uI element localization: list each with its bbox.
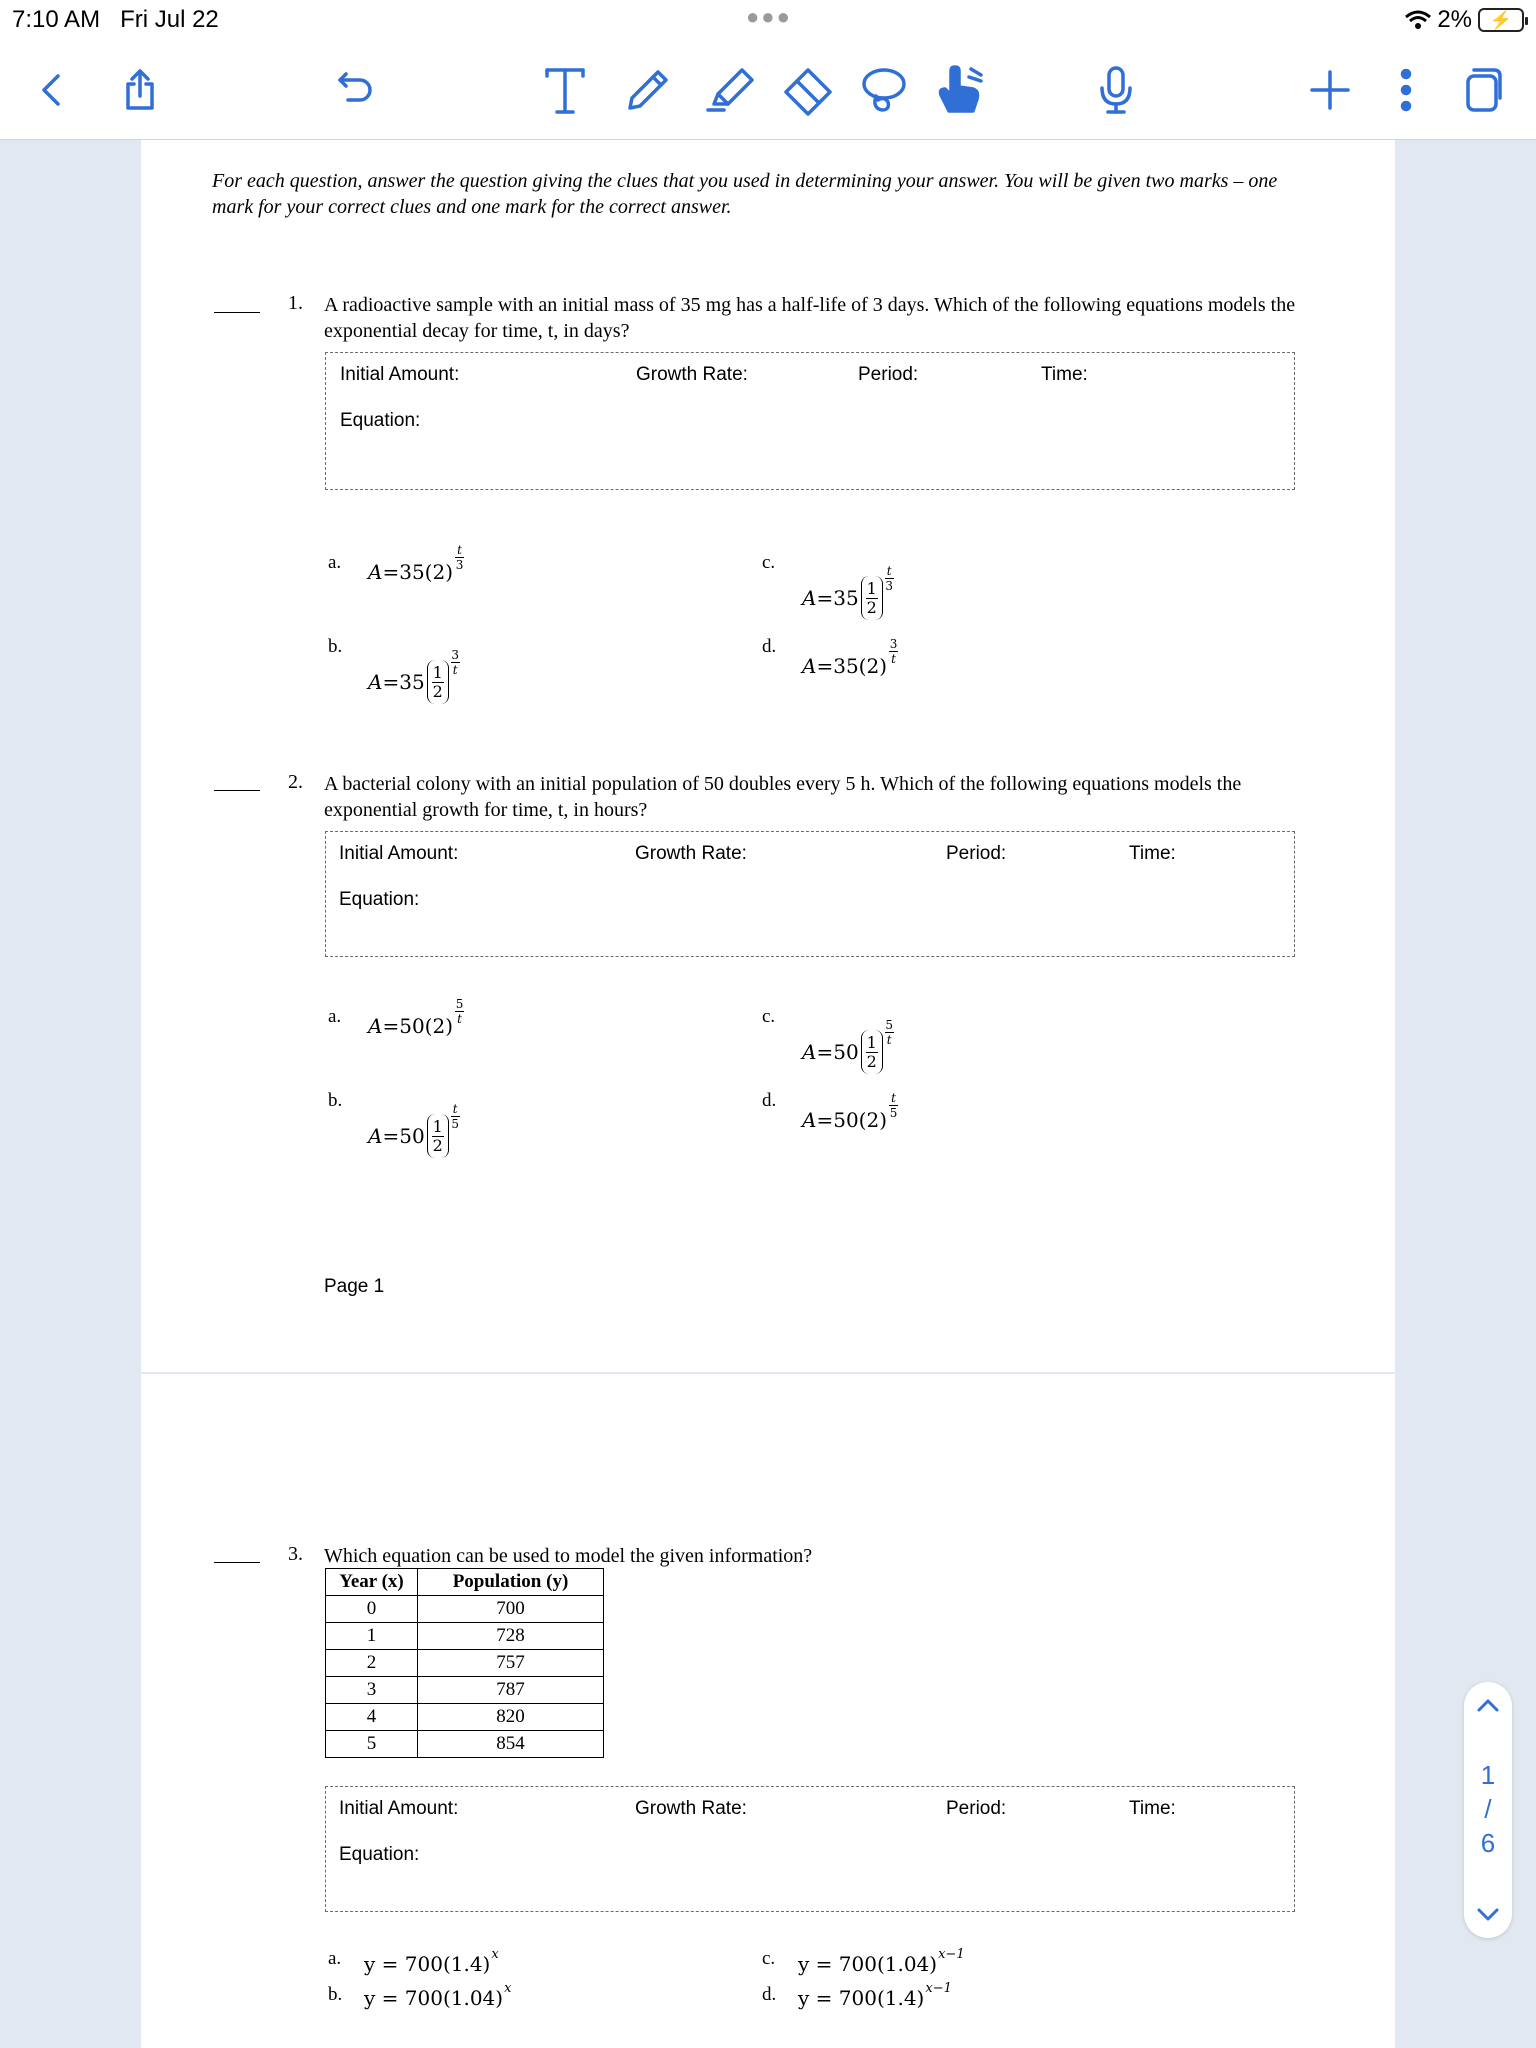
chevron-up-icon[interactable] [1476,1694,1500,1718]
option-letter-c: c. [762,1006,776,1027]
more-icon[interactable] [1378,62,1434,118]
table-row [326,1704,604,1731]
time-label: Time: [1129,843,1176,864]
question-number: 3. [288,1543,303,1565]
option-letter-b: b. [328,636,343,657]
page-separator: / [1484,1794,1492,1824]
equation-label: Equation: [339,889,420,910]
page-scrubber[interactable] [1464,1682,1512,1938]
question-number: 1. [288,292,303,314]
period-label: Period: [946,843,1007,864]
initial-amount-label: Initial Amount: [339,843,459,864]
back-icon[interactable] [24,62,80,118]
option-q3-d[interactable]: y = 700(1.4) x−1 [798,1980,952,2010]
table-cell: 854 [418,1731,604,1758]
total-pages: 6 [1480,1828,1496,1858]
table-cell: 757 [418,1650,604,1677]
period-label: Period: [946,1798,1007,1819]
option-q2-d[interactable]: A = 50 (2) t 5 [802,1091,898,1132]
status-bar [0,0,1536,40]
table-row [326,1596,604,1623]
eraser-icon[interactable] [780,62,836,118]
time-label: Time: [1129,1798,1176,1819]
growth-rate-label: Growth Rate: [635,843,747,864]
current-page-number: 1 [1480,1760,1496,1790]
microphone-icon[interactable] [1088,62,1144,118]
growth-rate-label: Growth Rate: [636,364,748,385]
add-icon[interactable] [1302,62,1358,118]
hand-icon[interactable] [932,62,988,118]
table-header-row [326,1569,604,1596]
option-q3-a[interactable]: y = 700(1.4) x [364,1946,499,1976]
option-q2-b[interactable]: A = 50 $\frac{1}{2}$ t 5 [368,1114,460,1158]
option-letter-a: a. [328,552,342,573]
highlighter-icon[interactable] [702,62,758,118]
table-row [326,1731,604,1758]
option-letter-d: d. [762,636,777,657]
table-cell: 4 [326,1704,418,1731]
option-q1-c[interactable]: A = 35 $\frac{1}{2}$ t 3 [802,576,894,620]
column-header: Year (x) [326,1569,418,1596]
chevron-down-icon[interactable] [1476,1902,1500,1926]
share-icon[interactable] [112,62,168,118]
toolbar [0,40,1536,140]
equation-label: Equation: [339,1844,420,1865]
equation-label: Equation: [340,410,421,431]
option-letter-a: a. [328,1948,342,1969]
growth-rate-label: Growth Rate: [635,1798,747,1819]
period-label: Period: [858,364,919,385]
option-letter-b: b. [328,1984,343,2005]
battery-percent: 2% [1437,6,1472,33]
table-cell: 700 [418,1596,604,1623]
option-q2-c[interactable]: A = 50 $\frac{1}{2}$ 5 t [802,1030,894,1074]
option-letter-b: b. [328,1090,343,1111]
option-letter-d: d. [762,1090,777,1111]
answer-blank-q3[interactable] [214,1562,260,1563]
option-q1-b[interactable]: A = 35 $\frac{1}{2}$ 3 t [368,660,460,704]
table-cell: 728 [418,1623,604,1650]
table-cell: 1 [326,1623,418,1650]
pen-icon[interactable] [620,62,676,118]
question-number: 2. [288,771,303,793]
question-text-q3: Which equation can be used to model the given information? [324,1545,813,1567]
question-text-q2: A bacterial colony with an initial population of 50 doubles every 5 h. Which of the following equations models the exponential growth for time, t, in hours? [324,773,1242,821]
option-q2-a[interactable]: A = 50 (2) 5 t [368,997,464,1038]
battery-icon: ⚡ [1478,8,1524,32]
pages-icon[interactable] [1454,62,1510,118]
option-q3-b[interactable]: y = 700(1.04) x [364,1980,512,2010]
page-label: Page 1 [324,1276,385,1297]
option-letter-d: d. [762,1984,777,2005]
initial-amount-label: Initial Amount: [340,364,460,385]
text-tool-icon[interactable] [537,62,593,118]
answer-blank-q1[interactable] [214,312,260,313]
option-letter-a: a. [328,1006,342,1027]
initial-amount-label: Initial Amount: [339,1798,459,1819]
question-text-q1: A radioactive sample with an initial mass of 35 mg has a half-life of 3 days. Which of the following equations models the exponential decay for time, t, in days? [324,294,1296,342]
population-table [325,1568,604,1758]
answer-blank-q2[interactable] [214,790,260,791]
option-q3-c[interactable]: y = 700(1.04) x−1 [798,1946,965,1976]
time-label: Time: [1041,364,1088,385]
status-time: 7:10 AM Fri Jul 22 [12,6,219,33]
table-cell: 0 [326,1596,418,1623]
table-cell: 2 [326,1650,418,1677]
column-header: Population (y) [418,1569,604,1596]
status-right [1405,6,1524,34]
table-row [326,1677,604,1704]
option-q1-d[interactable]: A = 35 (2) 3 t [802,637,898,678]
clues-box-q1[interactable] [325,352,1295,490]
table-cell: 820 [418,1704,604,1731]
table-row [326,1650,604,1677]
lasso-icon[interactable] [856,62,912,118]
table-cell: 5 [326,1731,418,1758]
option-letter-c: c. [762,1948,776,1969]
wifi-icon [1405,10,1431,30]
undo-icon[interactable] [326,62,382,118]
table-cell: 3 [326,1677,418,1704]
table-row [326,1623,604,1650]
option-q1-a[interactable]: A = 35 (2) t 3 [368,543,464,584]
instructions: For each question, answer the question giving the clues that you used in determining your answer. You will be given two marks – one mark for your correct clues and one mark for the correct answer. [212,170,1278,218]
table-cell: 787 [418,1677,604,1704]
multitasking-dots[interactable]: ●●● [746,4,792,29]
option-letter-c: c. [762,552,776,573]
